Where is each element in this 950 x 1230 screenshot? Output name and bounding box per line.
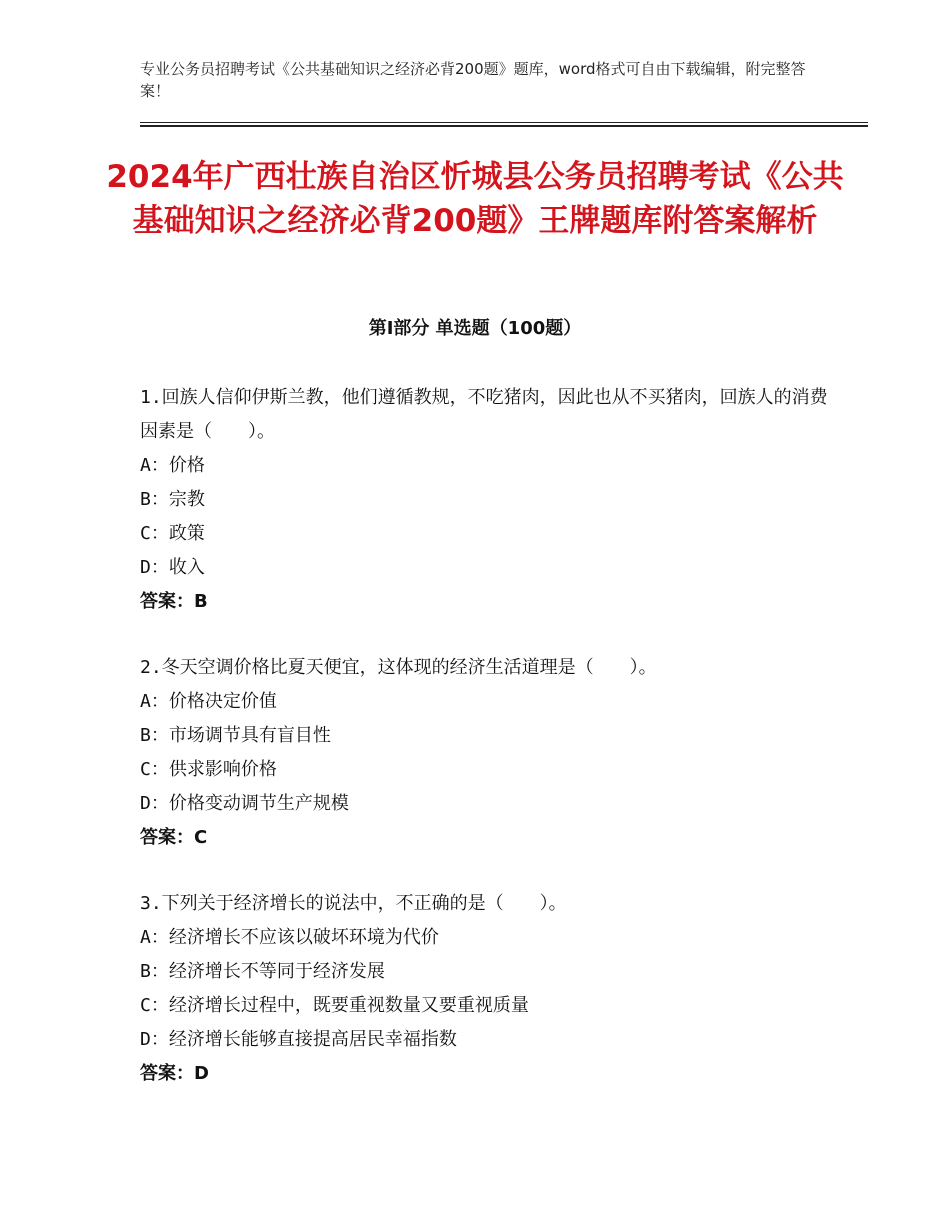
option-b: B：经济增长不等同于经济发展 xyxy=(140,961,385,982)
option-b: B：宗教 xyxy=(140,489,205,510)
header-note: 专业公务员招聘考试《公共基础知识之经济必背200题》题库，word格式可自由下载编辑，附完整答案！ xyxy=(140,60,806,100)
question-2 xyxy=(140,651,830,855)
option-c: C：政策 xyxy=(140,523,205,544)
document-title: 2024年广西壮族自治区忻城县公务员招聘考试《公共基础知识之经济必背200题》王牌题库附答案解析 xyxy=(106,159,844,239)
section-heading: 第Ⅰ部分 单选题（100题） xyxy=(368,318,582,339)
question-3 xyxy=(140,887,830,1091)
option-a: A：经济增长不应该以破坏环境为代价 xyxy=(140,927,439,948)
question-list xyxy=(140,381,830,1123)
question-stem: 1.回族人信仰伊斯兰教，他们遵循教规，不吃猪肉，因此也从不买猪肉，回族人的消费因素是（ ）。 xyxy=(140,387,828,442)
option-c: C：供求影响价格 xyxy=(140,759,277,780)
answer: 答案：B xyxy=(140,591,208,612)
option-d: D：价格变动调节生产规模 xyxy=(140,793,349,814)
question-stem: 3.下列关于经济增长的说法中，不正确的是（ ）。 xyxy=(140,893,567,914)
option-d: D：经济增长能够直接提高居民幸福指数 xyxy=(140,1029,457,1050)
answer: 答案：D xyxy=(140,1063,209,1084)
option-a: A：价格决定价值 xyxy=(140,691,277,712)
header-divider-thick xyxy=(140,125,868,127)
question-stem: 2.冬天空调价格比夏天便宜，这体现的经济生活道理是（ ）。 xyxy=(140,657,657,678)
option-c: C：经济增长过程中，既要重视数量又要重视质量 xyxy=(140,995,529,1016)
option-a: A：价格 xyxy=(140,455,205,476)
option-b: B：市场调节具有盲目性 xyxy=(140,725,331,746)
question-1 xyxy=(140,381,830,619)
answer: 答案：C xyxy=(140,827,208,848)
option-d: D：收入 xyxy=(140,557,205,578)
header-divider-thin xyxy=(140,122,868,123)
